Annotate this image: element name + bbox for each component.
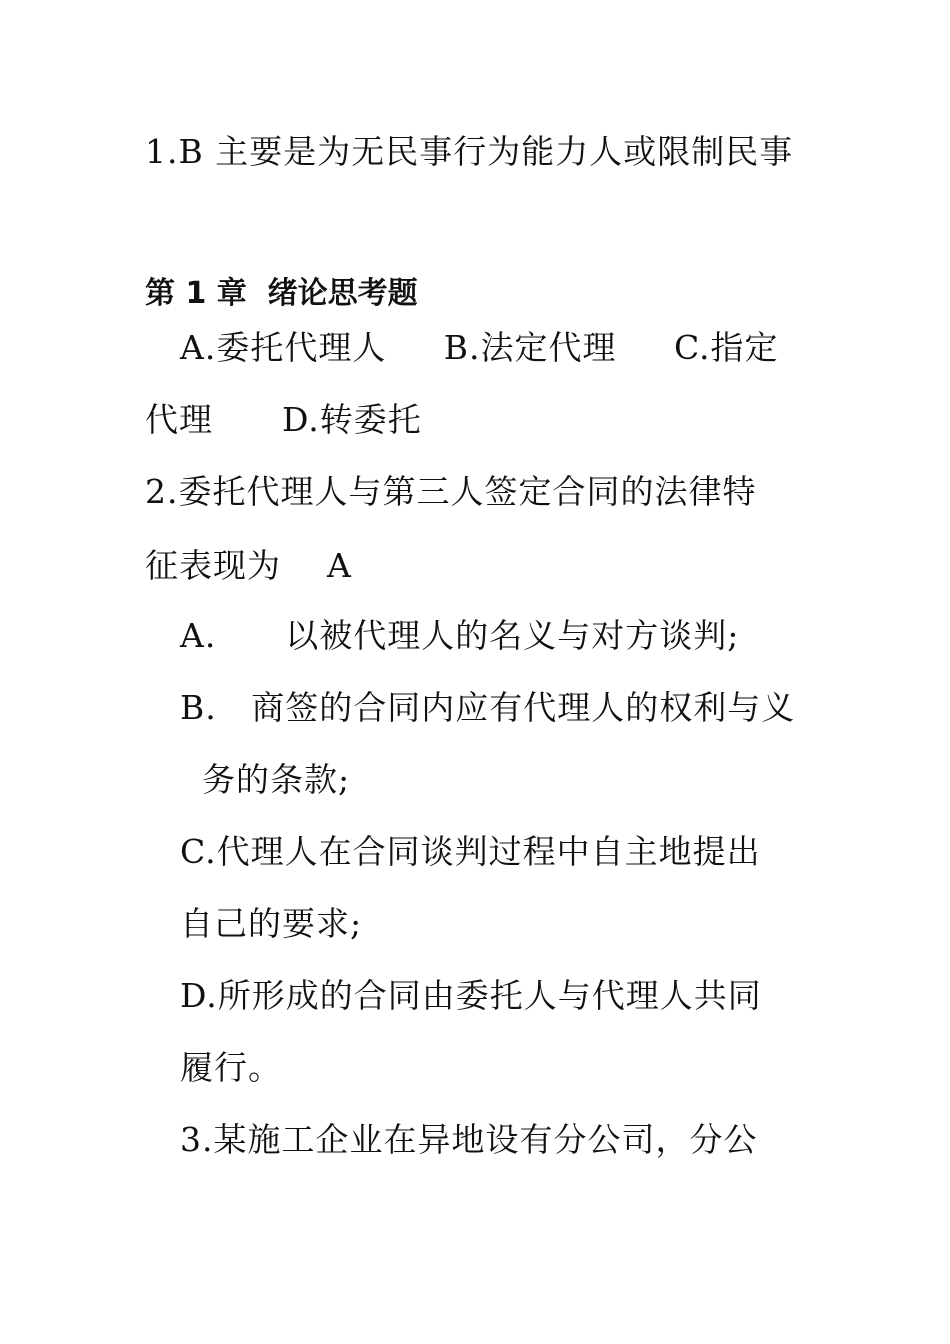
question-2-text: 2.委托代理人与第三人签定合同的法律特 <box>145 472 757 511</box>
question-3-text: 3.某施工企业在异地设有分公司，分公 <box>180 1120 758 1159</box>
question-2-text-continued: 征表现为 A <box>145 546 352 585</box>
question-2-option-c: C.代理人在合同谈判过程中自主地提出 <box>180 832 761 871</box>
question-2-option-a: A. 以被代理人的名义与对方谈判; <box>180 616 740 655</box>
question-1-text: 1.B 主要是为无民事行为能力人或限制民事 <box>145 132 794 171</box>
question-2-option-b: B. 商签的合同内应有代理人的权利与义 <box>180 688 796 727</box>
question-2-option-c-continued: 自己的要求; <box>180 904 363 943</box>
question-2-option-d-continued: 履行。 <box>180 1048 282 1087</box>
question-2-option-d: D.所形成的合同由委托人与代理人共同 <box>180 976 762 1015</box>
question-2-option-b-continued: 务的条款; <box>202 760 351 799</box>
question-1-options: A.委托代理人 B.法定代理 C.指定 <box>180 328 779 367</box>
chapter-title: 第 1 章 绪论思考题 <box>145 276 418 311</box>
question-1-options-continued: 代理 D.转委托 <box>145 400 422 439</box>
